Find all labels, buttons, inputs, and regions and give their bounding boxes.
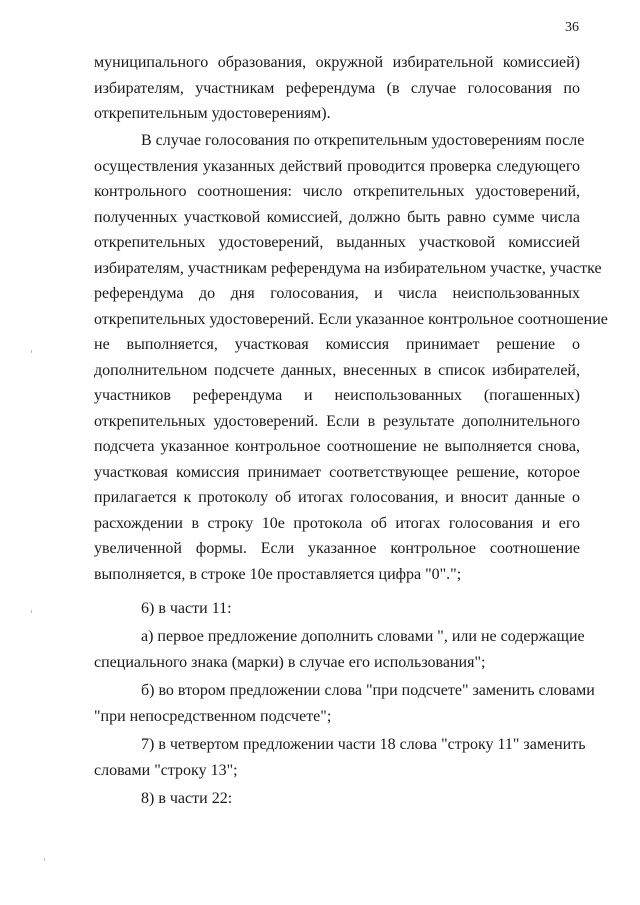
- text-line: 6) в части 11:: [141, 600, 232, 617]
- page-number: 36: [565, 20, 579, 35]
- text-line: открепительных удостоверений. Если в результате дополнительного: [94, 412, 580, 430]
- text-line: "при непосредственном подсчете";: [94, 707, 332, 725]
- text-line: В случае голосования по открепительным удостоверениям после: [141, 132, 585, 149]
- paragraph: [94, 596, 580, 622]
- text-line: дополнительном подсчете данных, внесенных в список избирателей,: [94, 361, 580, 379]
- text-line: референдума до дня голосования, и числа неиспользованных: [94, 285, 580, 302]
- paragraph: [94, 128, 608, 587]
- text-line: расхождении в строку 10е протокола об итогах голосования и его: [94, 514, 580, 532]
- text-line: осуществления указанных действий проводится проверка следующего: [94, 157, 580, 175]
- paragraph: [94, 678, 595, 729]
- text-line: б) во втором предложении слова "при подсчете" заменить словами: [141, 682, 595, 699]
- paragraph: [94, 786, 580, 812]
- text-line: открепительных удостоверений, выданных участковой комиссией: [94, 234, 580, 251]
- text-line: полученных участковой комиссией, должно быть равно сумме числа: [94, 208, 580, 226]
- text-line: не выполняется, участковая комиссия принимает решение о: [94, 336, 580, 353]
- text-line: участковая комиссия принимает соответствующее решение, которое: [94, 463, 580, 481]
- text-line: словами "строку 13";: [94, 761, 238, 779]
- text-line: специального знака (марки) в случае его использования";: [94, 653, 486, 671]
- scan-mark: [31, 350, 32, 353]
- text-line: 7) в четвертом предложении части 18 слова "строку 11" заменить: [141, 736, 586, 753]
- paragraph: [94, 732, 586, 783]
- scan-mark: [44, 858, 45, 861]
- text-line: открепительных удостоверений. Если указанное контрольное соотношение: [94, 310, 608, 328]
- text-line: а) первое предложение дополнить словами ", или не содержащие: [141, 628, 585, 645]
- text-line: выполняется, в строке 10е проставляется цифра "0".";: [94, 565, 462, 583]
- text-line: избирателям, участникам референдума (в случае голосования по: [94, 79, 580, 97]
- scan-mark: [31, 610, 32, 613]
- text-line: участников референдума и неиспользованных (погашенных): [94, 387, 580, 404]
- text-line: подсчета указанное контрольное соотношение не выполняется снова,: [94, 438, 580, 455]
- text-line: контрольного соотношения: число открепительных удостоверений,: [94, 183, 580, 200]
- text-line: 8) в части 22:: [141, 790, 233, 807]
- text-line: муниципального образования, окружной избирательной комиссией): [94, 54, 580, 71]
- paragraph: [94, 50, 580, 127]
- text-line: избирателям, участникам референдума на избирательном участке, участке: [94, 259, 602, 277]
- paragraph: [94, 624, 585, 675]
- text-line: прилагается к протоколу об итогах голосования, и вносит данные о: [94, 489, 580, 506]
- text-line: увеличенной формы. Если указанное контрольное соотношение: [94, 540, 580, 557]
- text-line: открепительным удостоверениям).: [94, 105, 331, 122]
